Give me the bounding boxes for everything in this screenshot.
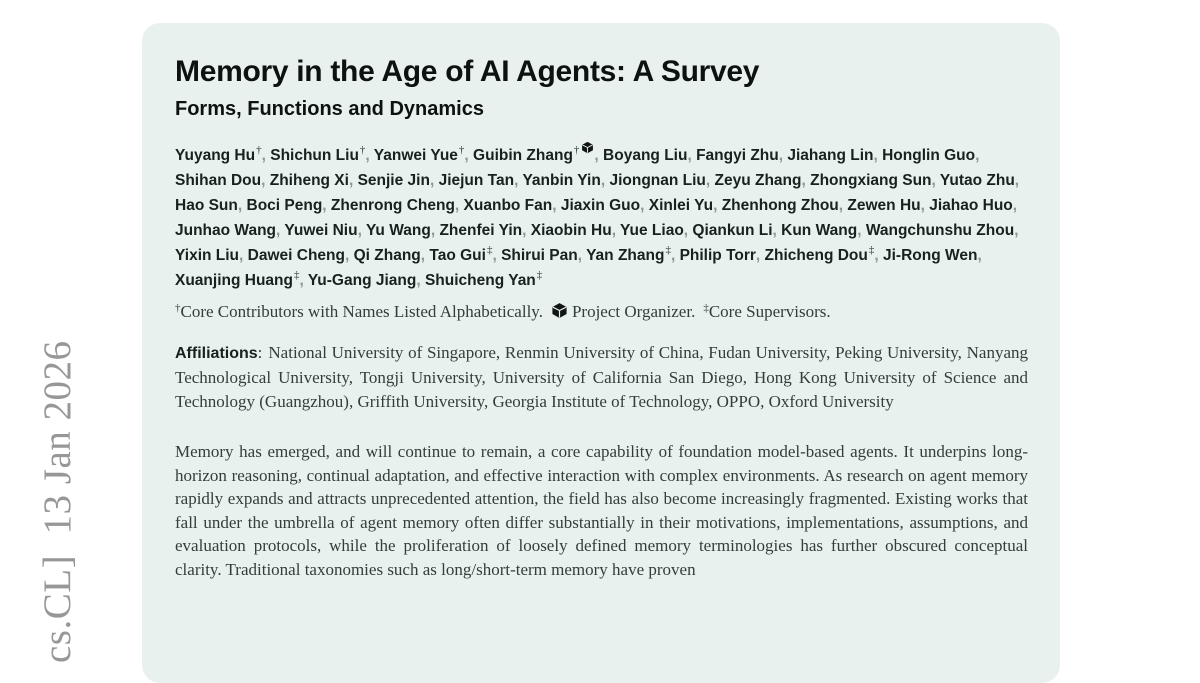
author-name: Yanbin Yin: [522, 172, 601, 189]
author-name: Fangyi Zhu: [696, 147, 779, 164]
author-name: Shichun Liu: [270, 147, 359, 164]
author: [175, 222, 280, 239]
author-separator: ,: [755, 247, 761, 264]
footnote-text: Core Supervisors.: [708, 302, 831, 321]
author: [715, 172, 806, 189]
footnote-text: Project Organizer.: [571, 302, 696, 321]
author: [439, 222, 526, 239]
author-separator: ,: [838, 197, 844, 214]
author-separator: ,: [640, 197, 645, 214]
author-separator: ,: [670, 247, 676, 264]
author-name: Yutao Zhu: [939, 172, 1015, 189]
author: [787, 147, 877, 164]
author-separator: ,: [594, 147, 599, 164]
author-separator: ,: [577, 247, 583, 264]
author: [424, 269, 543, 289]
author-name: Wangchunshu Zhou: [865, 222, 1015, 239]
author-name: Honglin Guo: [882, 147, 976, 164]
footnote-text: Core Contributors with Names Listed Alphabetically.: [180, 302, 543, 321]
author-name: Ji-Rong Wen: [883, 247, 978, 264]
author-name: Yue Liao: [620, 222, 684, 239]
author-name: Zewen Hu: [847, 197, 921, 214]
author-name: Xiaobin Hu: [530, 222, 612, 239]
author: [175, 269, 304, 289]
author-separator: ,: [778, 147, 784, 164]
footnote-core-contributors: [175, 302, 543, 321]
author-separator: ,: [874, 247, 879, 264]
author: [429, 244, 497, 264]
author-separator: ,: [873, 147, 878, 164]
author-separator: ,: [276, 222, 281, 239]
paper-card: [142, 23, 1060, 683]
paper-title: Memory in the Age of AI Agents: A Survey: [175, 55, 760, 88]
author-separator: ,: [357, 222, 362, 239]
author: [810, 172, 936, 189]
author-name: Qiankun Li: [692, 222, 773, 239]
author-name: Jiongnan Liu: [609, 172, 706, 189]
author: [847, 197, 925, 214]
author: [501, 247, 582, 264]
footnote-project-organizer: [551, 302, 695, 321]
author: [247, 197, 327, 214]
author: [586, 244, 676, 264]
author-separator: ,: [365, 147, 370, 164]
double-dagger-mark: ‡: [486, 244, 493, 256]
author-separator: ,: [772, 222, 777, 239]
author-name: Zhongxiang Sun: [810, 172, 932, 189]
author: [175, 144, 266, 164]
author-name: Shihan Dou: [175, 172, 262, 189]
author-name: Qi Zhang: [353, 247, 421, 264]
author-separator: ,: [713, 197, 718, 214]
author: [284, 222, 362, 239]
author-separator: ,: [430, 222, 436, 239]
author-separator: ,: [261, 172, 266, 189]
author: [331, 197, 459, 214]
author: [781, 222, 861, 239]
author-separator: ,: [420, 247, 426, 264]
author: [358, 172, 435, 189]
author-separator: ,: [600, 172, 606, 189]
author-separator: ,: [977, 247, 982, 264]
author-separator: ,: [931, 172, 936, 189]
author-name: Junhao Wang: [175, 222, 277, 239]
author: [620, 222, 688, 239]
author: [175, 247, 243, 264]
footnote-core-supervisors: [703, 302, 830, 321]
author-separator: ,: [492, 247, 497, 264]
author: [929, 197, 1017, 214]
author: [692, 222, 776, 239]
paper-subtitle: Forms, Functions and Dynamics: [175, 98, 484, 120]
author: [603, 147, 692, 164]
author-name: Boci Peng: [246, 197, 323, 214]
author: [175, 197, 242, 214]
author-name: Shuicheng Yan: [424, 272, 536, 289]
author-name: Xuanbo Fan: [463, 197, 553, 214]
author-name: Senjie Jin: [357, 172, 430, 189]
author-separator: ,: [552, 197, 557, 214]
author-name: Jiaxin Guo: [560, 197, 641, 214]
author: [940, 172, 1019, 189]
author-separator: ,: [464, 147, 469, 164]
cube-icon: [551, 302, 568, 319]
author-separator: ,: [522, 222, 527, 239]
double-dagger-mark: ‡: [665, 244, 671, 256]
author: [696, 147, 783, 164]
author-separator: ,: [705, 172, 711, 189]
double-dagger-mark: ‡: [536, 269, 543, 281]
author: [270, 144, 370, 164]
author-separator: ,: [348, 172, 354, 189]
author: [270, 172, 354, 189]
author-separator: ,: [416, 272, 421, 289]
author-name: Yan Zhang: [586, 247, 665, 264]
author-separator: ,: [299, 272, 304, 289]
author-name: Boyang Liu: [603, 147, 688, 164]
arxiv-watermark: cs.CL] 13 Jan 2026: [36, 340, 79, 663]
author: [561, 197, 645, 214]
author-name: Xuanjing Huang: [175, 272, 293, 289]
affiliations-label: Affiliations: [175, 345, 258, 362]
author-separator: ,: [975, 147, 980, 164]
author: [308, 272, 421, 289]
author-name: Zhenfei Yin: [439, 222, 523, 239]
abstract-paragraph: Memory has emerged, and will continue to remain, a core capability of foundation model-based agents. It underpins long-horizon reasoning, continual adaptation, and effective interaction with complex environments. As research on agent memory rapidly expands and attracts unprecedented attention, the field has also become increasingly fragmented. Existing works that fall under the umbrella of agent memory often differ substantially in their motivations, implementations, assumptions, and evaluation protocols, while the proliferation of loosely defined memory terminologies has further obscured conceptual clarity. Traditional taxonomies such as long/short-term memory have proven: [175, 442, 1028, 579]
author-name: Philip Torr: [679, 247, 756, 264]
affiliations-colon: :: [257, 343, 263, 362]
author-name: Jiahang Lin: [787, 147, 874, 164]
author-name: Zhenrong Cheng: [330, 197, 455, 214]
author-separator: ,: [920, 197, 925, 214]
author-name: Hao Sun: [175, 197, 238, 214]
author-separator: ,: [1012, 197, 1018, 214]
double-dagger-mark: ‡: [703, 302, 709, 314]
footnote: [175, 299, 1028, 325]
dagger-mark: †: [573, 144, 580, 156]
author-separator: ,: [261, 147, 266, 164]
author: [373, 144, 469, 164]
author-separator: ,: [857, 222, 862, 239]
author: [722, 197, 843, 214]
author: [649, 197, 718, 214]
author-name: Zhenhong Zhou: [721, 197, 839, 214]
dagger-mark: †: [256, 144, 262, 156]
author-list: [175, 141, 1028, 293]
author-name: Dawei Cheng: [247, 247, 345, 264]
author: [354, 247, 425, 264]
author-name: Kun Wang: [781, 222, 858, 239]
author-separator: ,: [454, 197, 460, 214]
author: [464, 197, 557, 214]
cube-icon: [581, 141, 594, 154]
author: [680, 247, 761, 264]
author: [882, 147, 979, 164]
author-separator: ,: [687, 147, 692, 164]
author-name: Yanwei Yue: [373, 147, 458, 164]
author-separator: ,: [344, 247, 350, 264]
author: [883, 247, 982, 264]
affiliations: [175, 341, 1028, 414]
author-name: Xinlei Yu: [648, 197, 714, 214]
dagger-mark: †: [359, 144, 366, 156]
author: [764, 244, 879, 264]
dagger-mark: †: [175, 302, 181, 314]
author-separator: ,: [239, 247, 244, 264]
author-separator: ,: [429, 172, 435, 189]
author-name: Yuyang Hu: [175, 147, 256, 164]
author: [522, 172, 605, 189]
affiliations-text: National University of Singapore, Renmin University of China, Fudan University, Peking University, Nanyang Technological University, Tongji University, University of California San Diego, Hong Kong University of Science and Technology (Guangzhou), Griffith University, Georgia Institute of Technology, OPPO, Oxford University: [175, 343, 1028, 411]
author: [439, 172, 519, 189]
author-separator: ,: [801, 172, 806, 189]
author-name: Jiejun Tan: [438, 172, 515, 189]
author-name: Yuwei Niu: [284, 222, 358, 239]
author: [366, 222, 435, 239]
author: [531, 222, 616, 239]
dagger-mark: †: [458, 144, 465, 156]
author-name: Jiahao Huo: [929, 197, 1013, 214]
author-separator: ,: [611, 222, 617, 239]
double-dagger-mark: ‡: [868, 244, 875, 256]
author-name: Zhicheng Dou: [764, 247, 868, 264]
author-name: Yixin Liu: [175, 247, 240, 264]
author-separator: ,: [1014, 172, 1020, 189]
author-name: Guibin Zhang: [473, 147, 573, 164]
author: [175, 172, 265, 189]
author-separator: ,: [514, 172, 519, 189]
author: [248, 247, 350, 264]
author-name: Zhiheng Xi: [269, 172, 349, 189]
author-name: Zeyu Zhang: [714, 172, 802, 189]
author-name: Yu-Gang Jiang: [307, 272, 417, 289]
double-dagger-mark: ‡: [293, 269, 300, 281]
author-name: Shirui Pan: [501, 247, 578, 264]
author-separator: ,: [683, 222, 689, 239]
author-separator: ,: [322, 197, 327, 214]
author-separator: ,: [1014, 222, 1019, 239]
author: [866, 222, 1019, 239]
author-name: Tao Gui: [429, 247, 486, 264]
author-name: Yu Wang: [365, 222, 431, 239]
author: [609, 172, 710, 189]
author: [473, 144, 599, 164]
author-separator: ,: [237, 197, 243, 214]
